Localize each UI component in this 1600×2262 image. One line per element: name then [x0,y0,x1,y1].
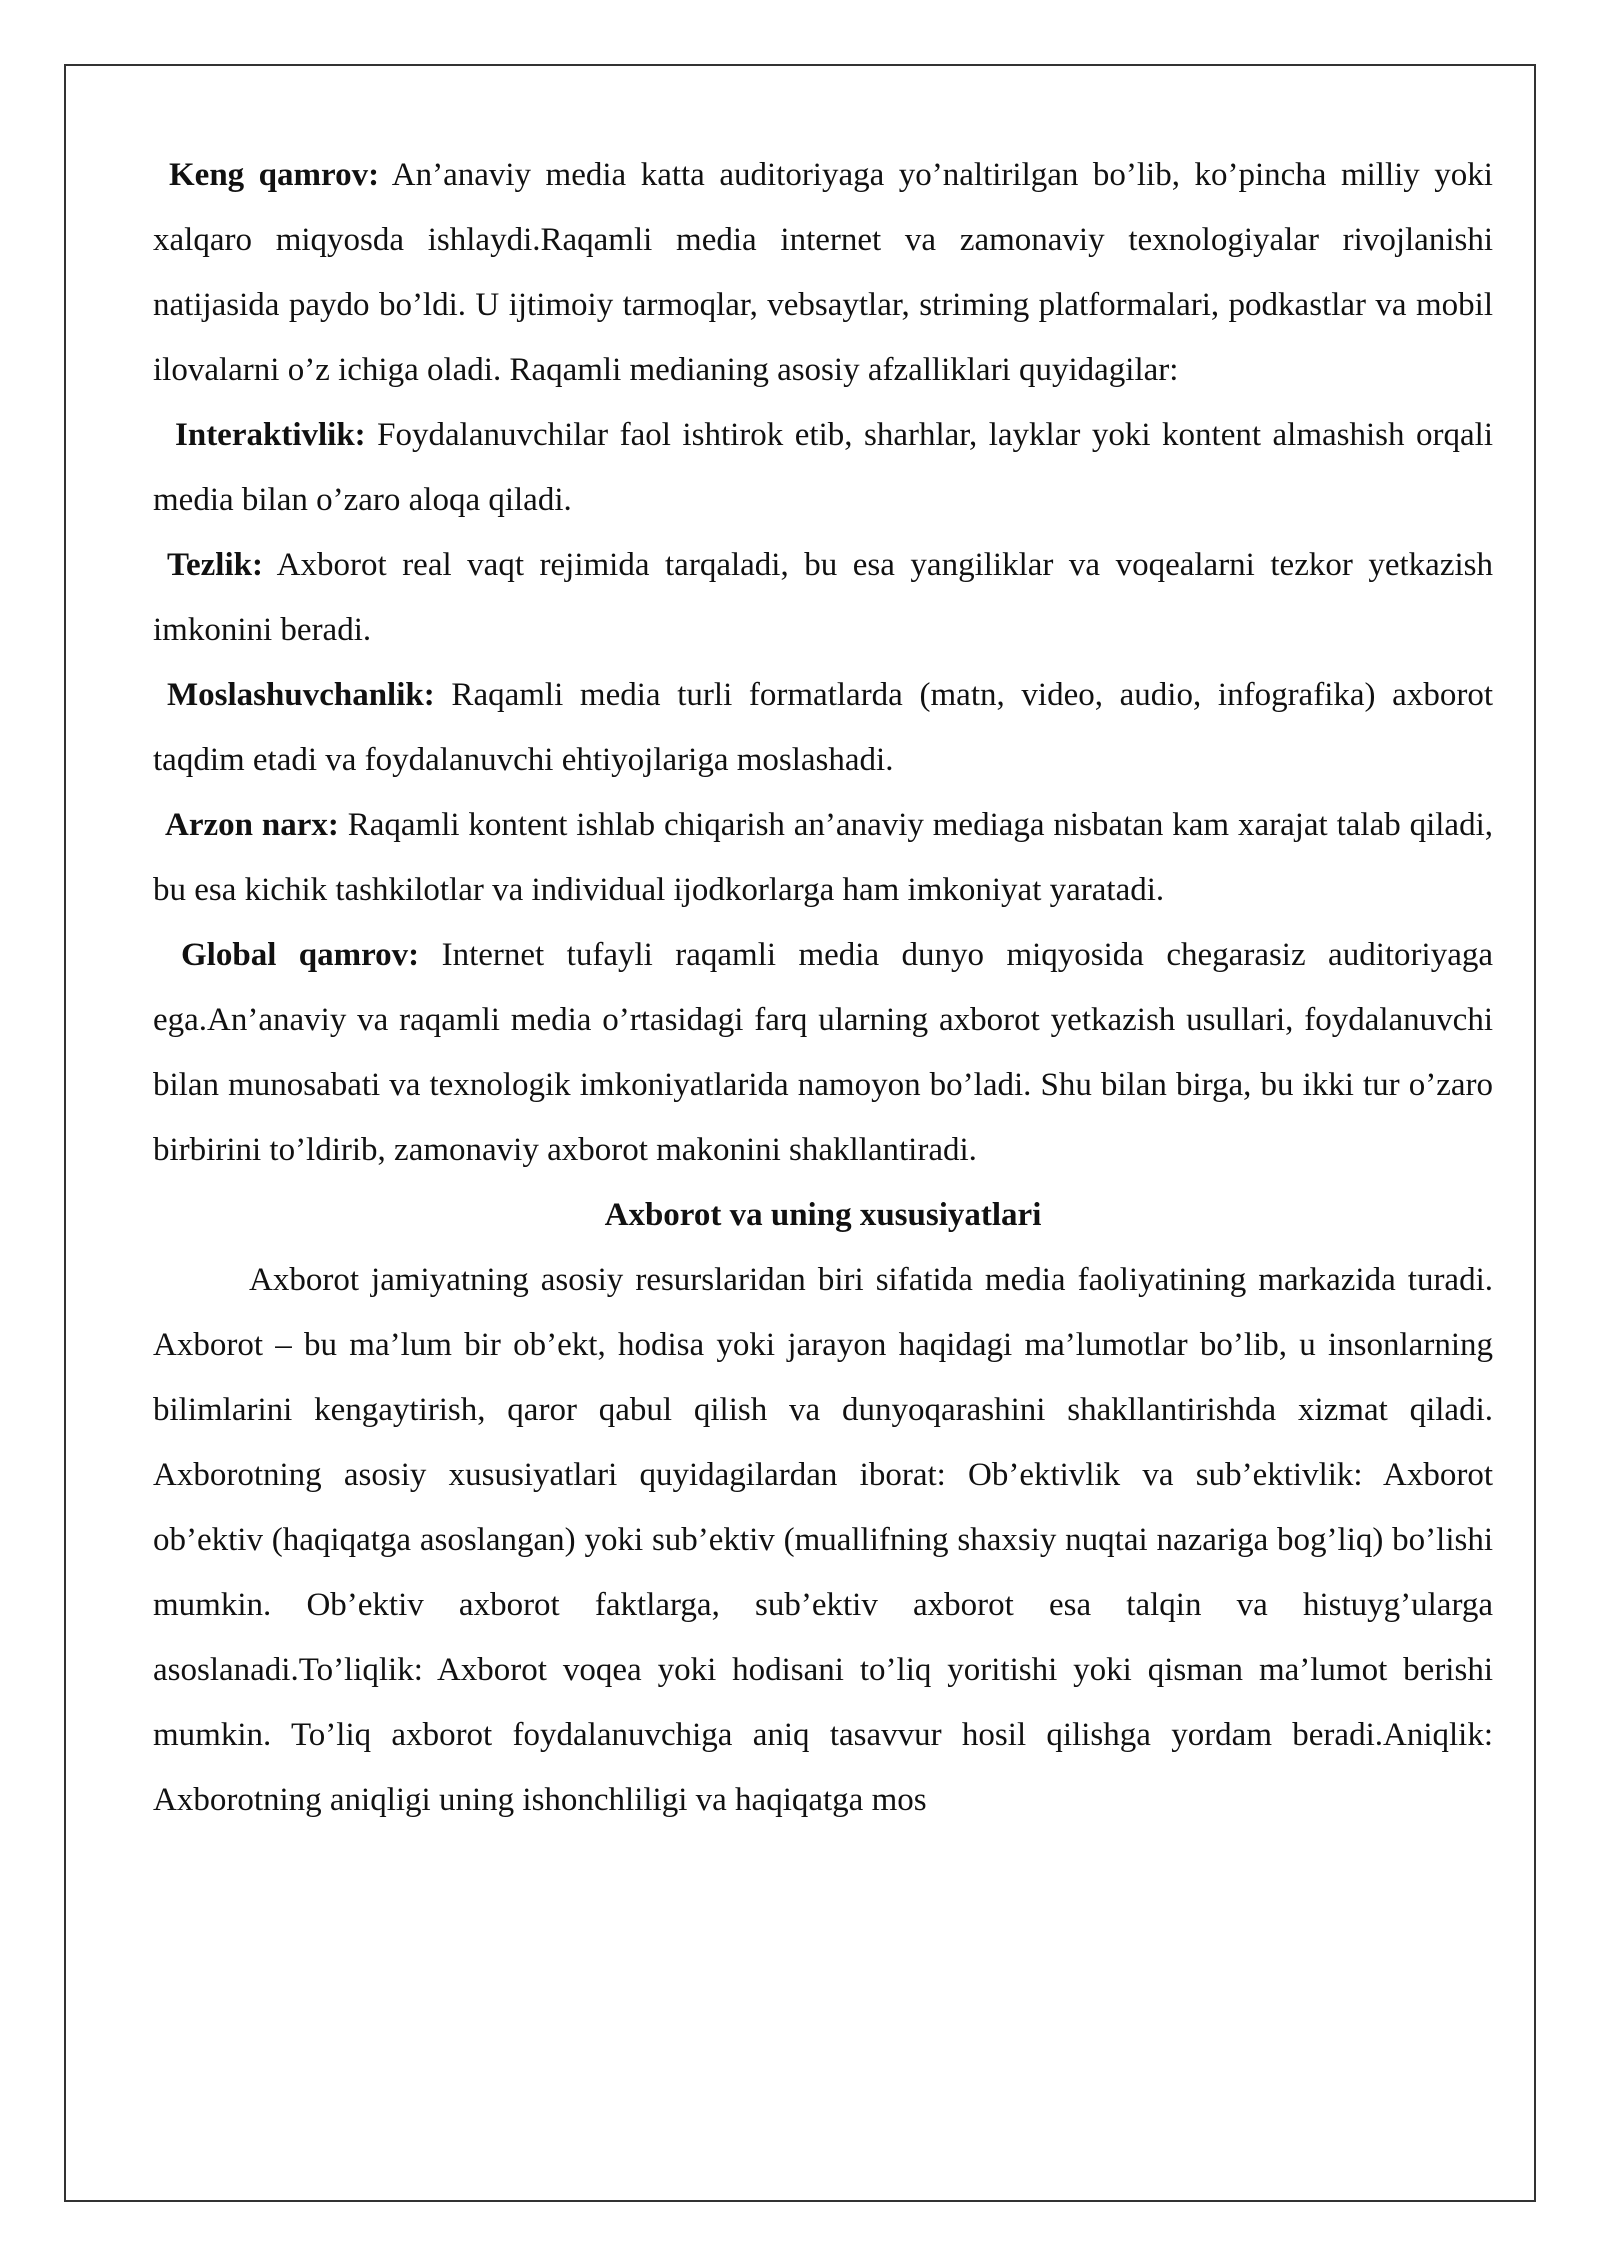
paragraph-text: Foydalanuvchilar faol ishtirok etib, sharhlar, layklar yoki kontent almashish orqali media bilan o’zaro aloqa qiladi. [153,417,1493,518]
term-tezlik: Tezlik: [167,547,263,583]
paragraph-tezlik [153,533,1493,663]
term-global-qamrov: Global qamrov: [181,937,420,973]
paragraph-interaktivlik [153,403,1493,533]
term-interaktivlik: Interaktivlik: [175,417,366,453]
paragraph-global-qamrov [153,923,1493,1183]
paragraph-text: An’anaviy media katta auditoriyaga yo’naltirilgan bo’lib, ko’pincha milliy yoki xalqaro miqyosda ishlaydi.Raqamli media internet va zamonaviy texnologiyalar rivojlanishi natijasida paydo bo’ldi. U ijtimoiy tarmoqlar, vebsaytlar, striming platformalari, podkastlar va mobil ilovalarni o’z ichiga oladi. Raqamli medianing asosiy afzalliklari quyidagilar: [153,157,1493,388]
body-paragraph: Axborot jamiyatning asosiy resurslaridan biri sifatida media faoliyatining markazida turadi. Axborot – bu ma’lum bir ob’ekt, hodisa yoki jarayon haqidagi ma’lumotlar bo’lib, u insonlarning bilimlarini kengaytirish, qaror qabul qilish va dunyoqarashini shakllantirishda xizmat qiladi. Axborotning asosiy xususiyatlari quyidagilardan iborat: Ob’ektivlik va sub’ektivlik: Axborot ob’ektiv (haqiqatga asoslangan) yoki sub’ektiv (muallifning shaxsiy nuqtai nazariga bog’liq) bo’lishi mumkin. Ob’ektiv axborot faktlarga, sub’ektiv axborot esa talqin va histuyg’ularga asoslanadi.To’liqlik: Axborot voqea yoki hodisani to’liq yoritishi yoki qisman ma’lumot berishi mumkin. To’liq axborot foydalanuvchiga aniq tasavvur hosil qilishga yordam beradi.Aniqlik: Axborotning aniqligi uning ishonchliligi va haqiqatga mos [153,1262,1493,1818]
paragraph-moslashuvchanlik [153,663,1493,793]
term-arzon-narx: Arzon narx: [165,807,339,843]
paragraph-text: Raqamli media turli formatlarda (matn, video, audio, infografika) axborot taqdim etadi va foydalanuvchi ehtiyojlariga moslashadi. [153,677,1493,778]
paragraph-text: Raqamli kontent ishlab chiqarish an’anaviy mediaga nisbatan kam xarajat talab qiladi, bu esa kichik tashkilotlar va individual ijodkorlarga ham imkoniyat yaratadi. [153,807,1493,908]
term-keng-qamrov: Keng qamrov: [169,157,380,193]
paragraph-keng-qamrov [153,143,1493,403]
term-moslashuvchanlik: Moslashuvchanlik: [167,677,435,713]
document-body [153,143,1493,1833]
paragraph-text: Internet tufayli raqamli media dunyo miqyosida chegarasiz auditoriyaga ega.An’anaviy va raqamli media o’rtasidagi farq ularning axborot yetkazish usullari, foydalanuvchi bilan munosabati va texnologik imkoniyatlarida namoyon bo’ladi. Shu bilan birga, bu ikki tur o’zaro birbirini to’ldirib, zamonaviy axborot makonini shakllantiradi. [153,937,1493,1168]
paragraph-arzon-narx [153,793,1493,923]
paragraph-text: Axborot real vaqt rejimida tarqaladi, bu esa yangiliklar va voqealarni tezkor yetkazish imkonini beradi. [153,547,1493,648]
section-heading: Axborot va uning xususiyatlari [604,1197,1042,1233]
